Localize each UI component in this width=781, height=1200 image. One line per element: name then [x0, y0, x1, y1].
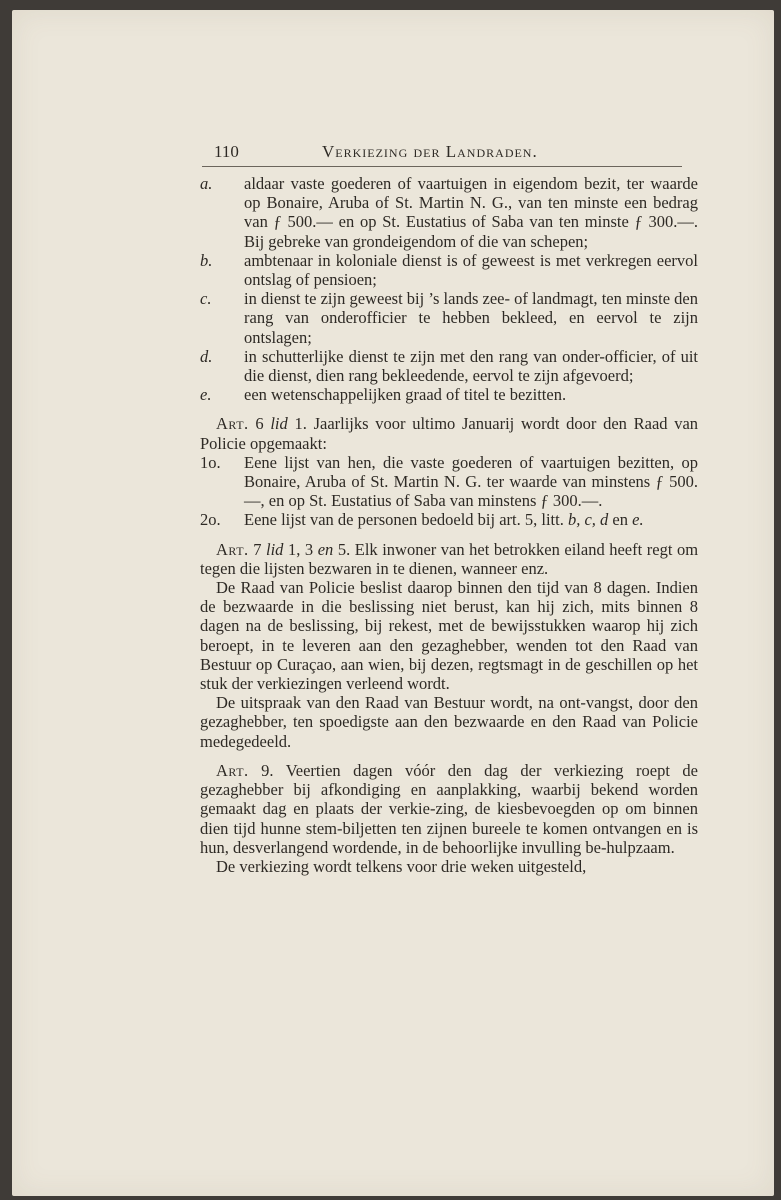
article-text: Jaarlijks voor ultimo Januarij wordt door den Raad van Policie opgemaakt: — [200, 414, 699, 453]
list-item — [200, 385, 698, 404]
item-ref-last: e. — [632, 510, 644, 530]
item-text: in schutterlijke dienst te zijn met den rang van onder-officier, of uit die dienst, dien rang bekleedende, eervol te zijn afgevoerd; — [244, 346, 698, 386]
page-header — [202, 142, 682, 167]
article-7 — [200, 540, 698, 578]
lid-last: 5. — [337, 539, 351, 559]
article-text: Elk inwoner van het betrokken eiland heeft regt om tegen die lijsten bezwaren in te dienen, wanneer enz. — [200, 539, 699, 578]
article-number: 9. — [261, 760, 274, 780]
paragraph: De Raad van Policie beslist daarop binnen den tijd van 8 dagen. Indien de bezwaarde in die beslissing niet berust, kan hij zich, mits binnen 8 dagen na de beslissing, bij rekest, met de bewijsstukken waarop hij zich beroept, in te leveren aan den gezaghebber, wenden tot den Raad van Bestuur op Curaçao, aan wien, bij dezen, regtsmagt in de geschillen op het stuk der verkiezingen verleend wordt. — [200, 578, 698, 694]
lid-numbers: 1, 3 — [287, 539, 314, 559]
item-marker: a. — [200, 174, 213, 193]
list-item — [200, 347, 698, 385]
article-label: Art. — [216, 414, 249, 434]
item-marker: b. — [200, 250, 213, 270]
article-number: 6 — [255, 414, 264, 434]
item-text: aldaar vaste goederen of vaartuigen in eigendom bezit, ter waarde op Bonaire, Aruba of St. Martin N. G., van ten minste een bedrag van ƒ 500.— en op St. Eustatius of Saba van ten minste ƒ 300.—. Bij gebreke van grondeigendom of die van schepen; — [244, 174, 698, 251]
list-item — [200, 174, 698, 251]
item-text: een wetenschappelijken graad of titel te bezitten. — [244, 385, 567, 405]
article-text: Veertien dagen vóór den dag der verkiezing roept de gezaghebber bij afkondiging en aanplakking, waarbij bekend worden gemaakt dag en plaats der verkie-zing, de kiesbevoegden op om binnen dien tijd hunne stem-biljetten ten zijnen bureele te komen ontvangen en is hun, desverlangend wordende, in de behoorlijke invulling be-hulpzaam. — [200, 760, 699, 857]
page-number: 110 — [214, 142, 239, 161]
article-6 — [200, 414, 698, 452]
item-en: en — [612, 510, 628, 530]
lid-label: lid — [270, 414, 288, 434]
item-text: ambtenaar in koloniale dienst is of geweest is met verkregen eervol ontslag of pensioen; — [244, 250, 698, 290]
lid-en: en — [317, 539, 334, 559]
list-item — [200, 510, 698, 529]
article-number: 7 — [253, 539, 262, 559]
article-label: Art. — [216, 760, 249, 780]
article-label: Art. — [216, 539, 249, 559]
lid-number: 1. — [294, 414, 307, 434]
item-marker: c. — [200, 289, 212, 309]
item-text: Eene lijst van de personen bedoeld bij art. 5, litt. — [244, 510, 564, 530]
item-marker: 2o. — [200, 510, 221, 530]
item-text: Eene lijst van hen, die vaste goederen of vaartuigen bezitten, op Bonaire, Aruba of St. Martin N. G. ter waarde van minstens ƒ 500.—, en op St. Eustatius of Saba van minstens ƒ 300.—. — [244, 452, 698, 511]
list-item — [200, 453, 698, 511]
list-item — [200, 251, 698, 289]
list-item — [200, 289, 698, 347]
lid-label: lid — [266, 539, 284, 559]
item-text: in dienst te zijn geweest bij ’s lands zee- of landmagt, ten minste den rang van onderofficier te hebben bekleed, en eervol te zijn ontslagen; — [244, 289, 698, 347]
item-marker: e. — [200, 385, 212, 405]
item-marker: 1o. — [200, 452, 221, 472]
running-title: Verkiezing der Landraden. — [322, 142, 538, 161]
item-refs: b, c, d — [567, 510, 609, 530]
paragraph: De verkiezing wordt telkens voor drie weken uitgesteld, — [216, 856, 587, 876]
item-marker: d. — [200, 346, 213, 366]
paragraph: De uitspraak van den Raad van Bestuur wordt, na ont-vangst, door den gezaghebber, ten spoedigste aan den bezwaarde en den Raad van Policie medegedeeld. — [200, 693, 698, 751]
page-body — [200, 174, 698, 876]
article-9 — [200, 761, 698, 857]
